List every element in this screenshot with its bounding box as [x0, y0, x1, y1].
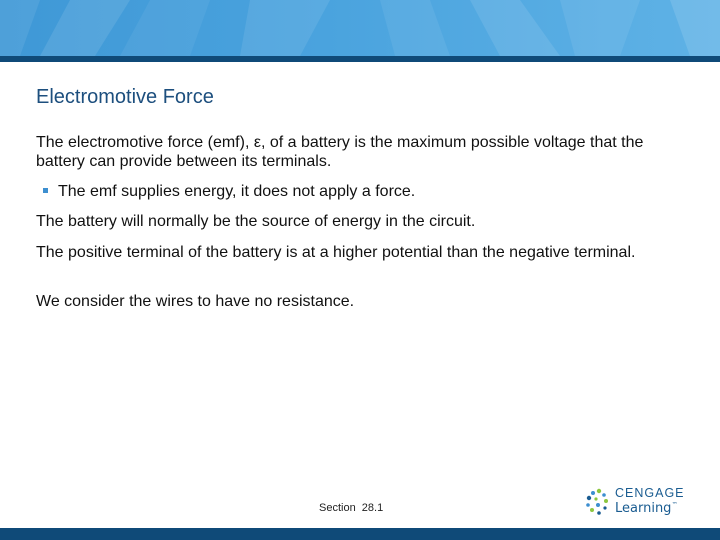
bullet-item	[58, 182, 668, 201]
paragraph-no-resistance: We consider the wires to have no resistance.	[36, 293, 355, 310]
logo-subtitle	[615, 501, 677, 516]
paragraph-terminal-potential: The positive terminal of the battery is at a higher potential than the negative terminal.	[36, 244, 636, 261]
footer-bar	[0, 528, 720, 540]
banner-stripes	[0, 0, 720, 56]
slide-title: Electromotive Force	[36, 86, 214, 108]
bullet-text: The emf supplies energy, it does not apply a force.	[58, 183, 416, 200]
bullet-square-icon	[43, 188, 48, 193]
cengage-logo	[585, 486, 695, 520]
paragraph-emf-definition: The electromotive force (emf), ε, of a battery is the maximum possible voltage that the battery can provide between its terminals.	[36, 134, 644, 170]
logo-wordmark: CENGAGE	[615, 486, 685, 500]
logo-trademark: ™	[671, 501, 678, 509]
section-label: Section 28.1	[319, 502, 384, 514]
header-rule	[0, 56, 720, 62]
logo-subtitle-text: Learning	[615, 501, 672, 516]
header-banner	[0, 0, 720, 56]
paragraph-energy-source: The battery will normally be the source of energy in the circuit.	[36, 213, 476, 230]
cengage-dots-icon	[585, 488, 611, 516]
